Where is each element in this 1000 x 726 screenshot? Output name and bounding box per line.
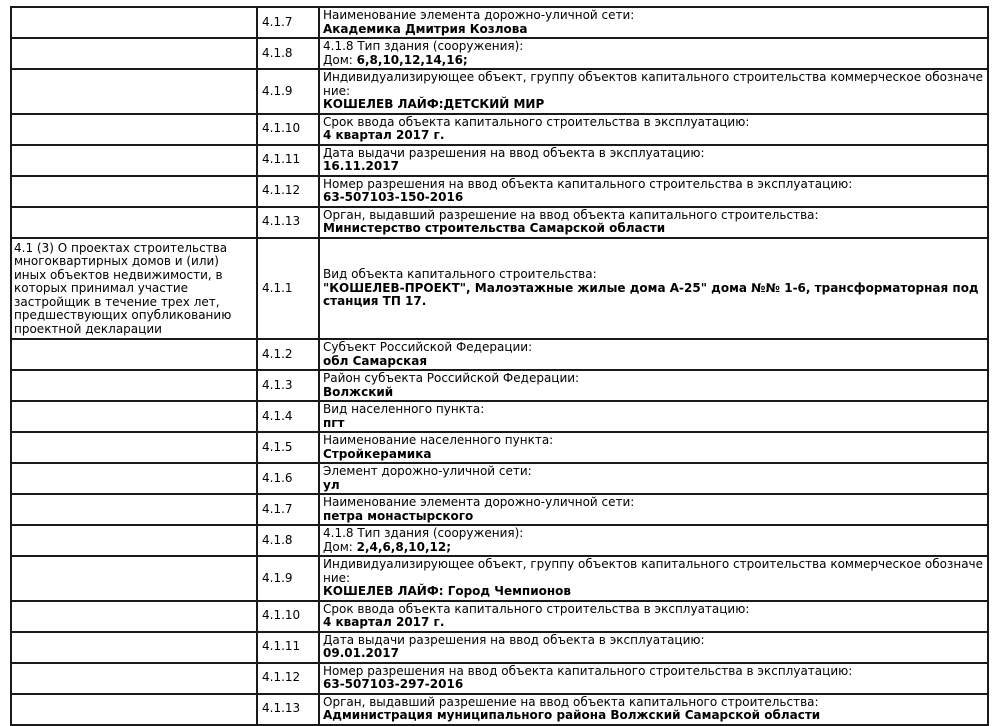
- field-value: 63-507103-150-2016: [323, 190, 464, 204]
- row-code-cell: [256, 177, 318, 206]
- section-note-text: 4.1 (3) О проектах строительства многоквартирных домов и (или) иных объектов недвижимости, в которых принимал участие застройщик в течение трех лет, предшествующих опубликованию проектной декларации: [14, 240, 232, 336]
- row-content-cell: [318, 526, 987, 555]
- field-label: Орган, выдавший разрешение на ввод объекта капитального строительства:: [323, 694, 819, 709]
- field-value-line: [323, 616, 984, 630]
- row-content-cell: [318, 602, 987, 631]
- row-code-cell: [256, 495, 318, 524]
- field-value-line: [323, 160, 984, 174]
- row-code: 4.1.13: [262, 701, 301, 716]
- row-content-cell: [318, 70, 987, 113]
- field-label: Номер разрешения на ввод объекта капитального строительства в эксплуатацию:: [323, 176, 853, 191]
- field-label: Номер разрешения на ввод объекта капитального строительства в эксплуатацию:: [323, 663, 853, 678]
- row-code: 4.1.9: [262, 570, 293, 585]
- field-label: Наименование населенного пункта:: [323, 433, 554, 447]
- row-code-cell: [256, 602, 318, 631]
- section-note-cell: [12, 8, 256, 37]
- row-content-cell: [318, 239, 987, 339]
- row-code-cell: [256, 146, 318, 175]
- field-label: Дата выдачи разрешения на ввод объекта в эксплуатацию:: [323, 145, 705, 160]
- table-row: [12, 526, 987, 557]
- row-content-cell: [318, 695, 987, 724]
- row-code-cell: [256, 433, 318, 462]
- row-code-cell: [256, 526, 318, 555]
- field-value-line: [323, 222, 984, 236]
- table-row: [12, 340, 987, 371]
- section-note-cell: [12, 526, 256, 555]
- field-value: КОШЕЛЕВ ЛАЙФ: Город Чемпионов: [323, 584, 572, 598]
- table-row: [12, 39, 987, 70]
- row-content-cell: [318, 371, 987, 400]
- row-content-cell: [318, 495, 987, 524]
- field-value: КОШЕЛЕВ ЛАЙФ:ДЕТСКИЙ МИР: [323, 97, 545, 111]
- field-value: 16.11.2017: [323, 159, 399, 173]
- section-note-cell: [12, 695, 256, 724]
- row-code: 4.1.9: [262, 83, 293, 98]
- section-note-cell: [12, 664, 256, 693]
- field-value-line: [323, 54, 984, 68]
- value-prefix: Дом:: [323, 52, 357, 67]
- table-row: [12, 664, 987, 695]
- row-code: 4.1.7: [262, 14, 293, 29]
- table-row: [12, 70, 987, 115]
- field-label: Вид населенного пункта:: [323, 402, 485, 416]
- field-value: 4 квартал 2017 г.: [323, 128, 445, 142]
- field-value: Стройкерамика: [323, 446, 432, 461]
- field-value: Администрация муниципального района Волжский Самарской области: [323, 708, 821, 722]
- field-label: 4.1.8 Тип здания (сооружения):: [323, 526, 524, 540]
- field-value-line: [323, 282, 984, 309]
- section-note-cell: [12, 557, 256, 600]
- row-code: 4.1.4: [262, 408, 293, 423]
- field-value-line: [323, 191, 984, 205]
- row-code-cell: [256, 557, 318, 600]
- field-label: Район субъекта Российской Федерации:: [323, 371, 580, 385]
- table-row: [12, 433, 987, 464]
- row-code: 4.1.6: [262, 470, 293, 485]
- row-code: 4.1.10: [262, 608, 301, 623]
- table-row: [12, 8, 987, 39]
- table-row: [12, 464, 987, 495]
- row-code: 4.1.10: [262, 121, 301, 136]
- table-row: [12, 177, 987, 208]
- row-content-cell: [318, 146, 987, 175]
- table-row: [12, 208, 987, 239]
- row-code-cell: [256, 664, 318, 693]
- row-content-cell: [318, 208, 987, 237]
- row-code: 4.1.2: [262, 346, 293, 361]
- row-code: 4.1.1: [262, 280, 293, 295]
- table-row: [12, 557, 987, 602]
- table-row: [12, 371, 987, 402]
- field-label: Индивидуализирующее объект, группу объектов капитального строительства коммерческое обозначение:: [323, 557, 984, 585]
- row-content-cell: [318, 115, 987, 144]
- row-code-cell: [256, 115, 318, 144]
- section-note-cell: [12, 495, 256, 524]
- row-code-cell: [256, 208, 318, 237]
- row-content-cell: [318, 340, 987, 369]
- row-code-cell: [256, 371, 318, 400]
- field-label: 4.1.8 Тип здания (сооружения):: [323, 39, 524, 53]
- row-code: 4.1.5: [262, 439, 293, 454]
- row-content-cell: [318, 402, 987, 431]
- row-code-cell: [256, 39, 318, 68]
- field-value-line: [323, 541, 984, 555]
- field-label: Субъект Российской Федерации:: [323, 340, 533, 354]
- section-note-cell: [12, 70, 256, 113]
- section-note-cell: [12, 464, 256, 493]
- row-code-cell: [256, 464, 318, 493]
- field-value-line: [323, 23, 984, 37]
- field-value: Министерство строительства Самарской области: [323, 221, 666, 235]
- field-label: Наименование элемента дорожно-уличной сети:: [323, 8, 635, 22]
- section-note-cell: [12, 146, 256, 175]
- row-code-cell: [256, 402, 318, 431]
- row-code: 4.1.11: [262, 639, 301, 654]
- field-label: Срок ввода объекта капитального строительства в эксплуатацию:: [323, 601, 750, 616]
- row-content-cell: [318, 39, 987, 68]
- row-code-cell: [256, 70, 318, 113]
- table-row: [12, 146, 987, 177]
- field-value: "КОШЕЛЕВ-ПРОЕКТ", Малоэтажные жилые дома А-25" дома №№ 1-6, трансформаторная подстанция ТП 17.: [323, 280, 979, 308]
- row-code: 4.1.11: [262, 152, 301, 167]
- field-value-line: [323, 448, 984, 462]
- row-code: 4.1.8: [262, 532, 293, 547]
- field-value-line: [323, 510, 984, 524]
- field-value-line: [323, 355, 984, 369]
- field-value-line: [323, 479, 984, 493]
- field-value-line: [323, 678, 984, 692]
- field-value: Академика Дмитрия Козлова: [323, 21, 528, 36]
- field-value: пгт: [323, 415, 345, 430]
- field-value-line: [323, 647, 984, 661]
- section-note-cell: [12, 239, 256, 339]
- row-content-cell: [318, 464, 987, 493]
- section-note-cell: [12, 208, 256, 237]
- row-code: 4.1.12: [262, 670, 301, 685]
- row-content-cell: [318, 433, 987, 462]
- field-value-line: [323, 129, 984, 143]
- row-code: 4.1.3: [262, 377, 293, 392]
- declaration-table: [10, 6, 989, 726]
- field-value: петра монастырского: [323, 508, 474, 523]
- row-code: 4.1.12: [262, 183, 301, 198]
- field-value: 2,4,6,8,10,12;: [356, 539, 452, 554]
- field-value-line: [323, 585, 984, 599]
- row-content-cell: [318, 177, 987, 206]
- row-code-cell: [256, 695, 318, 724]
- field-value-line: [323, 709, 984, 723]
- field-value-line: [323, 386, 984, 400]
- field-value-line: [323, 98, 984, 112]
- table-row: [12, 239, 987, 341]
- row-code: 4.1.7: [262, 501, 293, 516]
- field-label: Дата выдачи разрешения на ввод объекта в эксплуатацию:: [323, 632, 705, 647]
- section-note-cell: [12, 340, 256, 369]
- field-value: ул: [323, 477, 340, 492]
- row-code: 4.1.13: [262, 214, 301, 229]
- row-content-cell: [318, 664, 987, 693]
- table-row: [12, 633, 987, 664]
- table-row: [12, 602, 987, 633]
- field-label: Элемент дорожно-уличной сети:: [323, 464, 532, 478]
- section-note-cell: [12, 115, 256, 144]
- field-value: обл Самарская: [323, 353, 428, 368]
- row-content-cell: [318, 633, 987, 662]
- section-note-cell: [12, 602, 256, 631]
- table-row: [12, 495, 987, 526]
- field-label: Индивидуализирующее объект, группу объектов капитального строительства коммерческое обозначение:: [323, 70, 984, 98]
- field-value: 4 квартал 2017 г.: [323, 615, 445, 629]
- section-note-cell: [12, 371, 256, 400]
- row-code: 4.1.8: [262, 45, 293, 60]
- field-value: Волжский: [323, 384, 394, 399]
- row-code-cell: [256, 633, 318, 662]
- section-note-cell: [12, 39, 256, 68]
- field-value: 6,8,10,12,14,16;: [356, 52, 468, 67]
- row-content-cell: [318, 557, 987, 600]
- table-row: [12, 115, 987, 146]
- field-label: Орган, выдавший разрешение на ввод объекта капитального строительства:: [323, 207, 819, 222]
- row-code-cell: [256, 239, 318, 339]
- row-code-cell: [256, 8, 318, 37]
- section-note-cell: [12, 633, 256, 662]
- field-value: 63-507103-297-2016: [323, 677, 464, 691]
- row-code-cell: [256, 340, 318, 369]
- table-row: [12, 402, 987, 433]
- section-note-cell: [12, 177, 256, 206]
- row-content-cell: [318, 8, 987, 37]
- section-note-cell: [12, 433, 256, 462]
- value-prefix: Дом:: [323, 539, 357, 554]
- field-value: 09.01.2017: [323, 646, 399, 660]
- field-label: Наименование элемента дорожно-уличной сети:: [323, 495, 635, 509]
- section-note-cell: [12, 402, 256, 431]
- field-label: Срок ввода объекта капитального строительства в эксплуатацию:: [323, 114, 750, 129]
- table-row: [12, 695, 987, 726]
- field-value-line: [323, 417, 984, 431]
- field-label: Вид объекта капитального строительства:: [323, 267, 597, 281]
